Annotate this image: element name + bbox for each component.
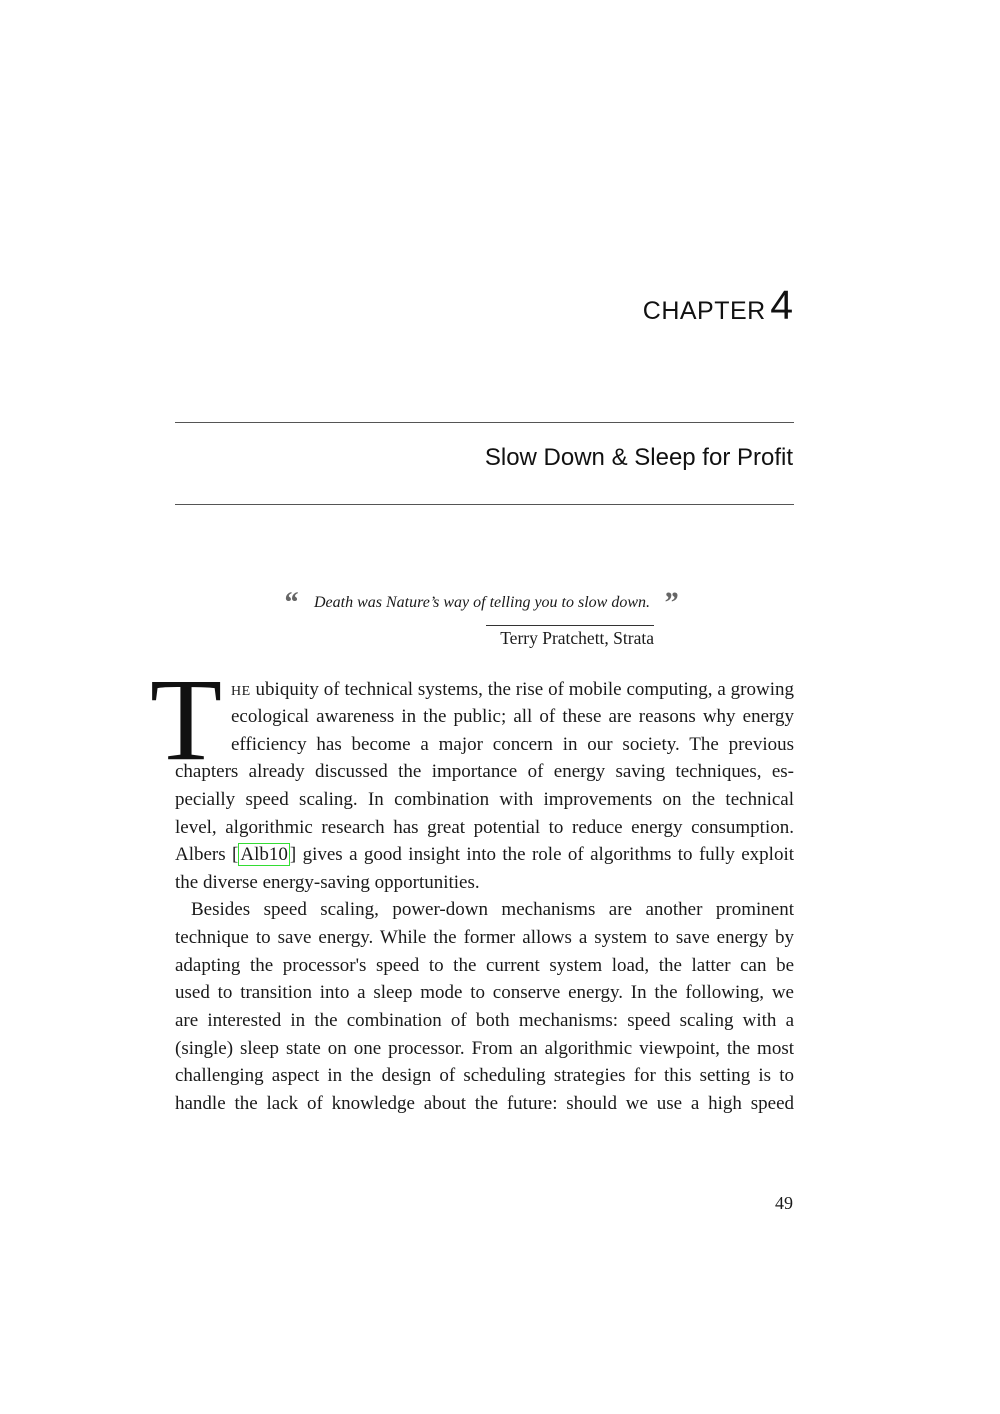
close-quote-mark: ” — [663, 586, 678, 619]
body-line: are interested in the combination of both mechanisms: speed scaling with a — [175, 1010, 794, 1031]
body-line: efficiency has become a major concern in our society. The previous — [231, 734, 794, 755]
body-line: Besides speed scaling, power-down mechanisms are another prominent — [191, 899, 794, 920]
chapter-heading — [643, 282, 793, 329]
title-rule-bottom — [175, 504, 794, 505]
body-line: pecially speed scaling. In combination with improvements on the technical — [175, 789, 794, 810]
open-quote-mark: “ — [283, 586, 298, 619]
epigraph — [283, 588, 703, 618]
chapter-title: Slow Down & Sleep for Profit — [484, 444, 793, 471]
epigraph-quote: Death was Nature’s way of telling you to slow down. — [314, 594, 651, 611]
line-text: ubiquity of technical systems, the rise of mobile computing, a growing — [250, 679, 794, 700]
drop-cap: T — [150, 654, 223, 785]
small-caps-text: HE — [231, 684, 251, 699]
line-text: ] gives a good insight into the role of algorithms to fully exploit — [289, 844, 794, 865]
body-line: level, algorithmic research has great potential to reduce energy consumption. — [175, 817, 794, 838]
chapter-label: CHAPTER — [642, 297, 766, 325]
body-line — [231, 678, 794, 704]
body-line: adapting the processor's speed to the current system load, the latter can be — [175, 955, 794, 976]
body-line: (single) sleep state on one processor. From an algorithmic viewpoint, the most — [175, 1038, 794, 1059]
body-line: challenging aspect in the design of scheduling strategies for this setting is to — [175, 1065, 794, 1086]
epigraph-attribution: Terry Pratchett, Strata — [500, 628, 654, 648]
body-line: handle the lack of knowledge about the future: should we use a high speed — [175, 1093, 794, 1114]
line-text: Albers [ — [175, 844, 239, 865]
attribution-rule — [486, 625, 654, 626]
title-rule-top — [175, 422, 794, 423]
body-line: used to transition into a sleep mode to conserve energy. In the following, we — [175, 982, 794, 1003]
citation-link[interactable]: Alb10 — [240, 844, 288, 865]
body-line: chapters already discussed the importance of energy saving techniques, es- — [175, 761, 794, 782]
body-line: ecological awareness in the public; all of these are reasons why energy — [231, 706, 794, 727]
body-line: technique to save energy. While the former allows a system to save energy by — [175, 927, 794, 948]
page-number: 49 — [775, 1193, 793, 1213]
body-line: the diverse energy-saving opportunities. — [175, 872, 480, 893]
chapter-number: 4 — [770, 282, 793, 328]
body-line — [175, 843, 794, 867]
